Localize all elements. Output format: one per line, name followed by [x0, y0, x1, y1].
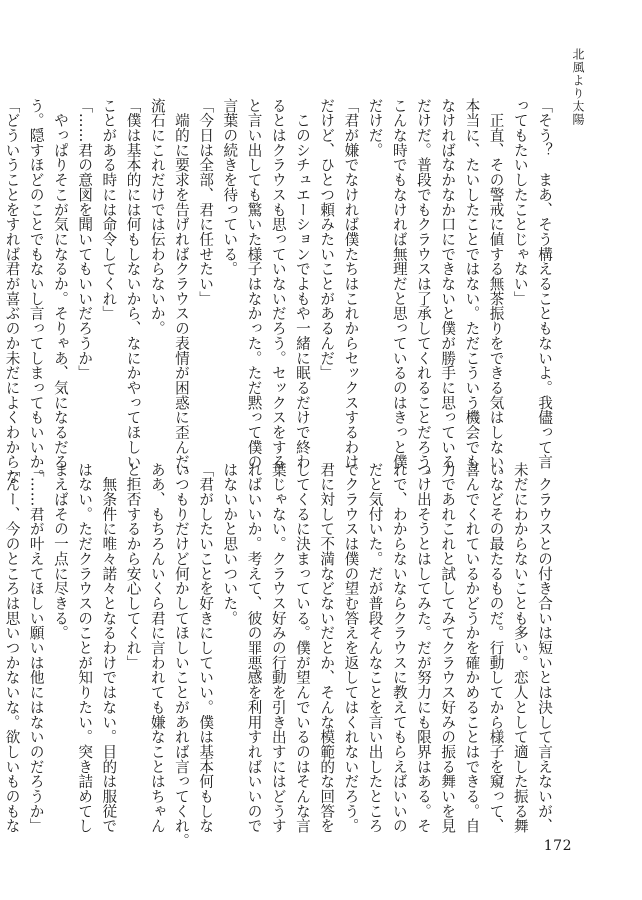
text-line: るとはクラウスも思っていないだろう。セックスをする: [269, 98, 287, 470]
text-line: まえばその一点に尽きる。: [51, 462, 69, 641]
text-line: 「どういうことをすれば君が喜ぶのか未だによくわからな: [3, 98, 21, 485]
text-line: ればいいか。考えて、彼の罪悪感を利用すればいいので: [245, 462, 263, 834]
text-line: でクラウスは僕の望む答えを返してはくれないだろう。: [342, 462, 360, 834]
text-line: 「そう？ まあ、そう構えることもないよ。我儘って言: [536, 98, 553, 470]
text-line: いつもりだけど何かしてほしいことがあれば言ってくれ。: [172, 462, 190, 849]
upper-text-column: [0, 98, 556, 485]
text-line: ってもたいしたことじゃない」: [511, 98, 529, 306]
text-line: してくるに決まっている。僕が望んでいるのはそんな言: [293, 462, 311, 834]
text-line: だけだ。: [366, 98, 384, 158]
text-line: 正直、その警戒に値する無茶振りをできる気はしない。: [487, 98, 505, 485]
lower-text-column: [0, 462, 556, 849]
text-line: なければなかなか口にできないと僕が勝手に思っている: [439, 98, 457, 470]
text-line: だと気付いた。だが普段そんなことを言い出したところ: [366, 462, 384, 834]
text-line: 「僕は基本的には何もしないから、なにかやってほしい: [124, 98, 142, 470]
text-line: 「今日は全部、君に任せたい」: [197, 98, 215, 306]
text-line: 君に対して不満などないだとか、そんな模範的な回答を: [318, 462, 336, 834]
text-line: れで、わからないならクラウスに教えてもらえばいいの: [390, 462, 408, 834]
text-line: 「君がしたいことを好きにしていい。僕は基本何もしな: [197, 462, 215, 834]
text-line: 「んー、今のところは思いつかないな。欲しいものもな: [3, 462, 21, 834]
text-line: こんな時でもなければ無理だと思っているのはきっと僕: [390, 98, 408, 470]
text-line: 力であれこれと試してみてクラウス好みの振る舞いを見: [439, 462, 457, 834]
text-line: はないかと思いついた。: [221, 462, 239, 626]
text-line: このシチュエーションでよもや一緒に眠るだけで終わ: [293, 98, 311, 470]
text-line: 言葉の続きを待っている。: [221, 98, 239, 277]
text-line: 無条件に唯々諾々となるわけではない。目的は服従で: [100, 462, 118, 834]
text-line: 喜んでくれているかどうかを確かめることはできる。自: [463, 462, 481, 834]
text-line: と言い出しても驚いた様子はなかった。ただ黙って僕の: [245, 98, 263, 470]
text-line: 「……君が叶えてほしい願いは他にはないのだろうか」: [27, 462, 45, 834]
text-line: ああ、もちろんいくら君に言われても嫌なことはちゃん: [148, 462, 166, 834]
text-line: やっぱりそこが気になるか。そりゃあ、気になるだろ: [51, 98, 69, 470]
page-number: 172: [543, 838, 572, 854]
text-line: 「君が嫌でなければ僕たちはこれからセックスするわけ: [342, 98, 360, 470]
text-line: つけ出そうとはしてみた。だが努力にも限界はある。そ: [414, 462, 432, 834]
text-line: う。隠すほどのことでもないし言ってしまってもいいか。: [27, 98, 45, 485]
text-line: だけど、ひとつ頼みたいことがあるんだ」: [318, 98, 336, 381]
text-line: と拒否するから安心してくれ」: [124, 462, 142, 670]
text-line: だけだ。普段でもクラウスは了承してくれることだろう。: [414, 98, 432, 485]
running-head: 北風より太陽: [571, 48, 585, 126]
text-line: 本当に、たいしたことではない。ただこういう機会でも: [463, 98, 481, 470]
text-line: はない。ただクラウスのことが知りたい。突き詰めてし: [76, 462, 94, 834]
text-line: 端的に要求を告げればクラウスの表情が困惑に歪んだ。: [172, 98, 190, 485]
text-line: 未だにわからないことも多い。恋人として適した振る舞: [511, 462, 529, 834]
text-line: 「……君の意図を聞いてもいいだろうか」: [76, 98, 94, 381]
text-line: クラウスとの付き合いは短いとは決して言えないが、: [536, 462, 553, 834]
text-line: いなどその最たるものだ。行動してから様子を窺って、: [487, 462, 505, 834]
text-line: 流石にこれだけでは伝わらないか。: [148, 98, 166, 336]
text-line: 葉じゃない。クラウス好みの行動を引き出すにはどうす: [269, 462, 287, 834]
text-line: ことがある時には命令してくれ」: [100, 98, 118, 321]
